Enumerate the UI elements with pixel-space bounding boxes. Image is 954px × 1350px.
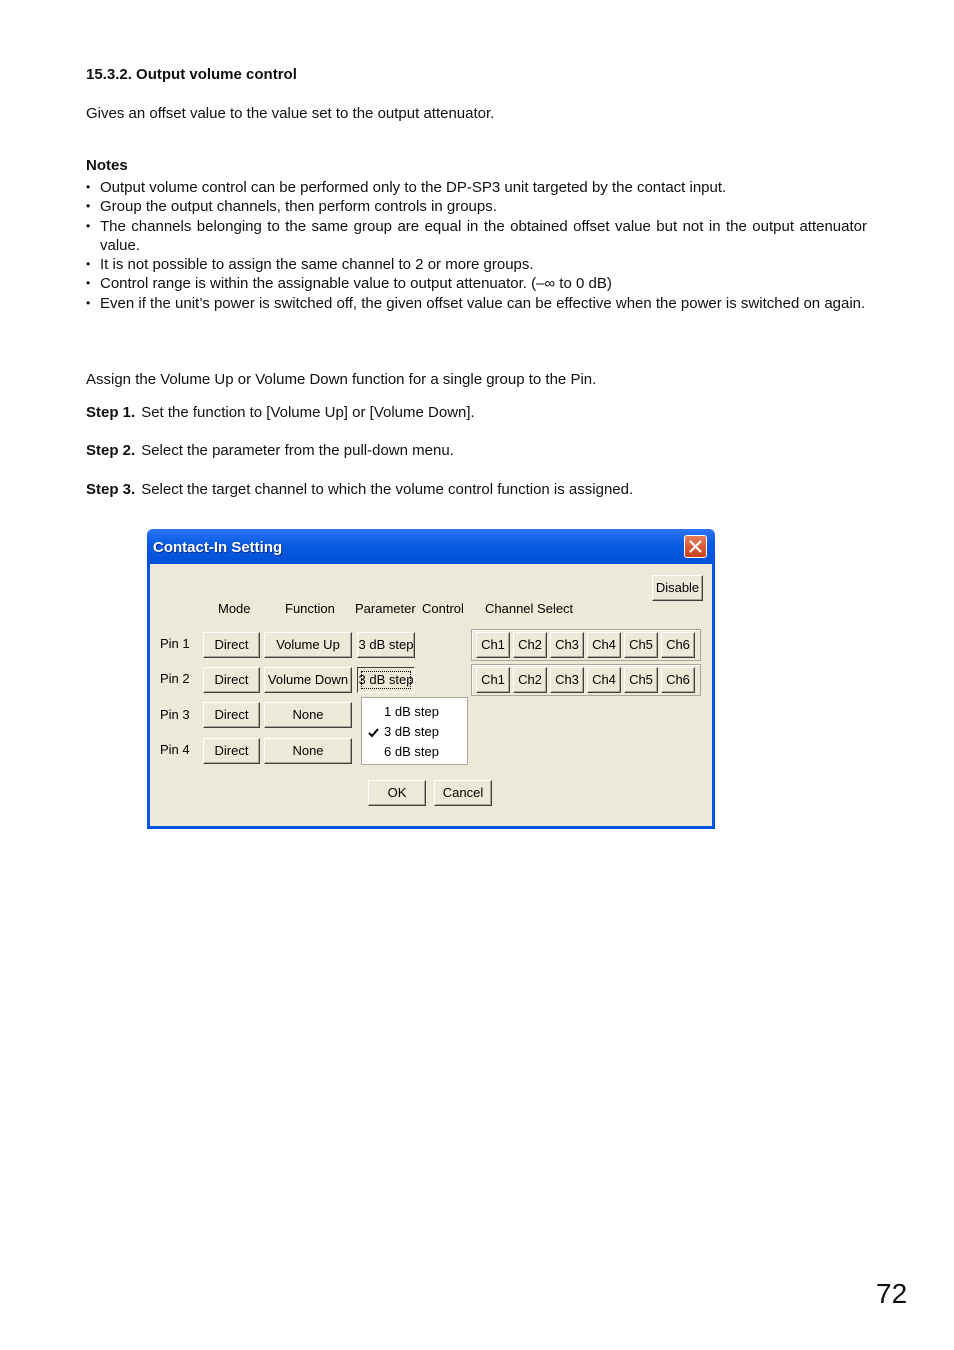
pin-4-function-button[interactable]: None (264, 738, 352, 764)
pin-3-mode-button[interactable]: Direct (203, 702, 260, 728)
notes-list (86, 178, 867, 313)
pin-1-ch5-button[interactable]: Ch5 (624, 632, 658, 658)
pin-1-ch3-button[interactable]: Ch3 (550, 632, 584, 658)
header-function: Function (285, 601, 335, 616)
menu-item-6db[interactable]: 6 dB step (384, 744, 439, 759)
pin-1-ch4-button[interactable]: Ch4 (587, 632, 621, 658)
pin-2-ch1-button[interactable]: Ch1 (476, 667, 510, 693)
step-text: Select the parameter from the pull-down menu. (141, 442, 454, 459)
pin-2-ch2-button[interactable]: Ch2 (513, 667, 547, 693)
section-heading: 15.3.2. Output volume control (86, 66, 297, 83)
step-label: Step 1. (86, 404, 136, 421)
pin-1-ch6-button[interactable]: Ch6 (661, 632, 695, 658)
note-item: • Group the output channels, then perform controls in groups. (86, 197, 867, 216)
pin-4-label: Pin 4 (160, 742, 190, 757)
menu-item-3db[interactable]: 3 dB step (384, 724, 439, 739)
disable-button[interactable]: Disable (652, 575, 703, 601)
pin-1-ch1-button[interactable]: Ch1 (476, 632, 510, 658)
checkmark-icon (368, 728, 379, 738)
step-text: Set the function to [Volume Up] or [Volume Down]. (141, 404, 475, 421)
step-1 (86, 404, 475, 421)
close-button[interactable] (684, 535, 707, 558)
note-item: • The channels belonging to the same group are equal in the obtained offset value but not in the output attenuator value. (86, 217, 867, 256)
pin-1-channel-group (471, 629, 701, 661)
ok-button[interactable]: OK (368, 780, 426, 806)
note-item: • It is not possible to assign the same channel to 2 or more groups. (86, 255, 867, 274)
parameter-menu (361, 697, 468, 765)
step-2 (86, 442, 454, 459)
pin-3-label: Pin 3 (160, 707, 190, 722)
note-item: • Even if the unit’s power is switched off, the given offset value can be effective when the power is switched on again. (86, 294, 867, 313)
header-mode: Mode (218, 601, 251, 616)
dialog-body (150, 564, 712, 826)
assign-text: Assign the Volume Up or Volume Down function for a single group to the Pin. (86, 371, 597, 388)
contact-in-setting-dialog (147, 529, 715, 829)
menu-item-1db[interactable]: 1 dB step (384, 704, 439, 719)
pin-2-channel-group (471, 664, 701, 696)
dialog-titlebar[interactable] (147, 529, 715, 564)
header-parameter: Parameter (355, 601, 416, 616)
step-3 (86, 481, 633, 498)
pin-2-ch5-button[interactable]: Ch5 (624, 667, 658, 693)
pin-1-function-button[interactable]: Volume Up (264, 632, 352, 658)
pin-1-ch2-button[interactable]: Ch2 (513, 632, 547, 658)
step-label: Step 2. (86, 442, 136, 459)
pin-2-ch6-button[interactable]: Ch6 (661, 667, 695, 693)
note-item: • Control range is within the assignable value to output attenuator. (–∞ to 0 dB) (86, 274, 867, 293)
step-text: Select the target channel to which the volume control function is assigned. (141, 481, 634, 498)
pin-2-function-button[interactable]: Volume Down (264, 667, 352, 693)
notes-title: Notes (86, 157, 128, 174)
pin-2-label: Pin 2 (160, 671, 190, 686)
pin-3-function-button[interactable]: None (264, 702, 352, 728)
pin-2-ch4-button[interactable]: Ch4 (587, 667, 621, 693)
header-channel-select: Channel Select (485, 601, 574, 616)
pin-1-parameter-button[interactable]: 3 dB step (357, 632, 415, 658)
step-label: Step 3. (86, 481, 136, 498)
pin-2-parameter-button[interactable]: 3 dB step (357, 667, 415, 693)
page-number: 72 (876, 1278, 908, 1309)
dialog-title: Contact-In Setting (153, 539, 283, 556)
pin-2-ch3-button[interactable]: Ch3 (550, 667, 584, 693)
note-item: • Output volume control can be performed only to the DP-SP3 unit targeted by the contact input. (86, 178, 867, 197)
pin-1-label: Pin 1 (160, 636, 190, 651)
intro-text: Gives an offset value to the value set to the output attenuator. (86, 105, 495, 122)
cancel-button[interactable]: Cancel (434, 780, 492, 806)
pin-2-mode-button[interactable]: Direct (203, 667, 260, 693)
pin-4-mode-button[interactable]: Direct (203, 738, 260, 764)
pin-1-mode-button[interactable]: Direct (203, 632, 260, 658)
header-control: Control (422, 601, 464, 616)
close-icon (689, 540, 702, 553)
